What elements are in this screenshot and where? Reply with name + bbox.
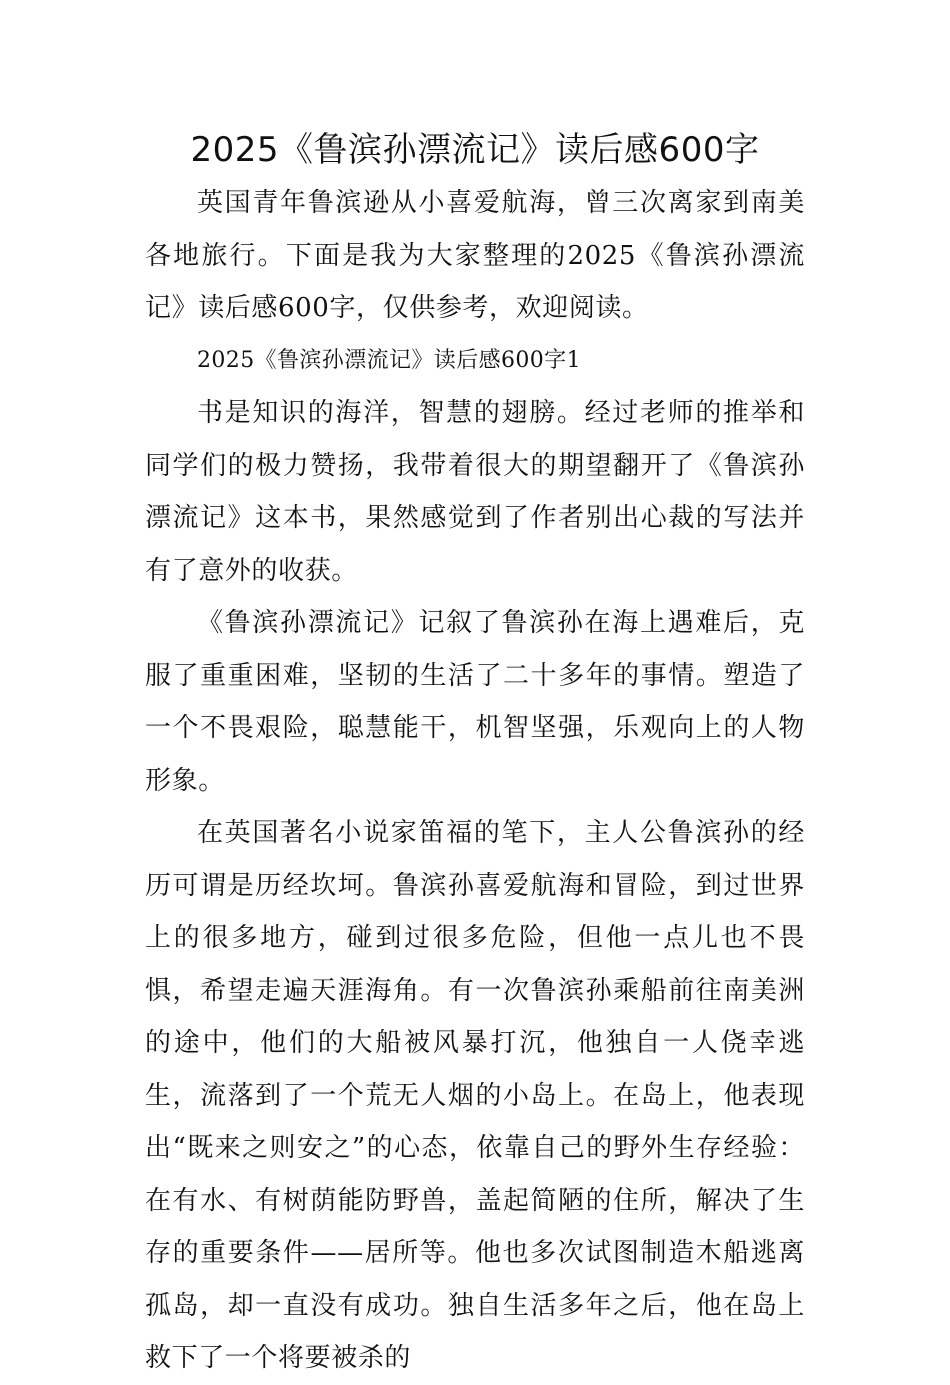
body-paragraph-3: 在英国著名小说家笛福的笔下，主人公鲁滨孙的经历可谓是历经坎坷。鲁滨孙喜爱航海和冒险，到过世界上的很多地方，碰到过很多危险，但他一点儿也不畏惧，希望走遍天涯海角。有一次鲁滨孙乘船前往南美洲的途中，他们的大船被风暴打沉，他独自一人侥幸逃生，流落到了一个荒无人烟的小岛上。在岛上，他表现出“既来之则安之”的心态，依靠自己的野外生存经验：在有水、有树荫能防野兽，盖起简陋的住所，解决了生存的重要条件——居所等。他也多次试图制造木船逃离孤岛，却一直没有成功。独自生活多年之后，他在岛上救下了一个将要被杀的 xyxy=(145,818,805,1373)
intro-paragraph: 英国青年鲁滨逊从小喜爱航海，曾三次离家到南美各地旅行。下面是我为大家整理的2025《鲁滨孙漂流记》读后感600字，仅供参考，欢迎阅读。 xyxy=(145,188,805,323)
document-title: 2025《鲁滨孙漂流记》读后感600字 xyxy=(190,130,760,170)
body-paragraph-1: 书是知识的海洋，智慧的翅膀。经过老师的推举和同学们的极力赞扬，我带着很大的期望翻开了《鲁滨孙漂流记》这本书，果然感觉到了作者别出心裁的写法并有了意外的收获。 xyxy=(145,398,805,586)
section-heading: 2025《鲁滨孙漂流记》读后感600字1 xyxy=(197,347,581,373)
body-paragraph-2: 《鲁滨孙漂流记》记叙了鲁滨孙在海上遇难后，克服了重重困难，坚韧的生活了二十多年的事情。塑造了一个不畏艰险，聪慧能干，机智坚强，乐观向上的人物形象。 xyxy=(145,608,805,796)
document-body xyxy=(145,177,805,1385)
